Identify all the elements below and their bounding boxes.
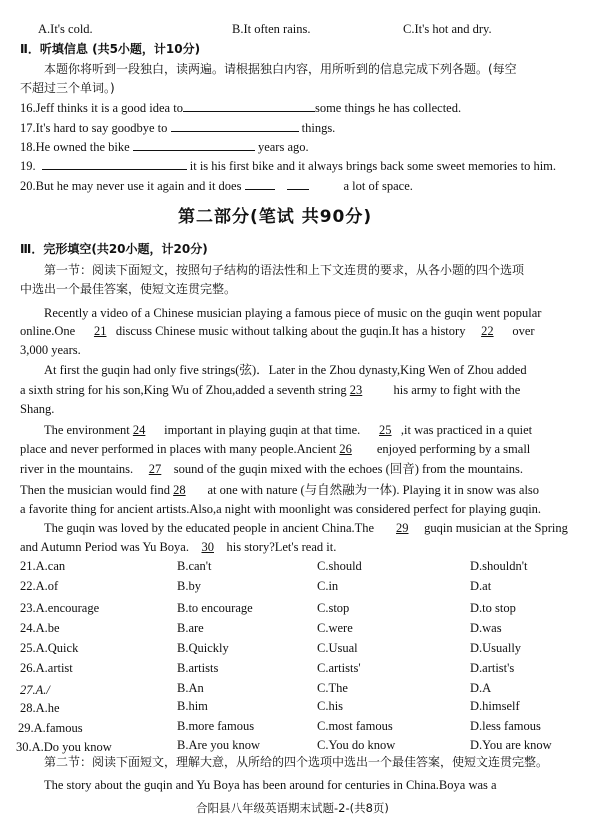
- blank-25[interactable]: 25: [379, 423, 392, 437]
- blank-30[interactable]: 30: [201, 540, 214, 554]
- part-2-title: 第二部分(笔试 共90分): [178, 207, 373, 227]
- answer-blank-20b[interactable]: [287, 178, 309, 190]
- choice-30a[interactable]: 30.A.Do you know: [16, 740, 112, 754]
- passage-p1-line1: Recently a video of a Chinese musician playing a famous piece of music on the guqin went popular: [44, 306, 542, 320]
- choice-28d[interactable]: D.himself: [470, 699, 520, 713]
- blank-21[interactable]: 21: [93, 324, 107, 338]
- choice-30b[interactable]: B.Are you know: [177, 738, 260, 752]
- choice-25a[interactable]: 25.A.Quick: [20, 641, 79, 655]
- choice-21c[interactable]: C.should: [317, 559, 362, 573]
- q15-option-c: C.It's hot and dry.: [403, 22, 492, 36]
- answer-blank-17[interactable]: [171, 120, 299, 132]
- passage-p3-line7: and Autumn Period was Yu Boya. 30 his story?Let's read it.: [20, 540, 337, 554]
- choice-24b[interactable]: B.are: [177, 621, 204, 635]
- blank-22[interactable]: 22: [481, 324, 494, 338]
- choice-28c[interactable]: C.his: [317, 699, 344, 713]
- choice-30c[interactable]: C.You do know: [317, 738, 396, 752]
- answer-blank-16[interactable]: [183, 100, 315, 112]
- question-17: 17.It's hard to say goodbye to things.: [20, 121, 336, 135]
- choice-27a[interactable]: 27.A./: [20, 683, 50, 697]
- passage-p3-line2: place and never performed in places with many people.Ancient 26 enjoyed performing by a small: [20, 442, 531, 456]
- choice-29d[interactable]: D.less famous: [470, 719, 541, 733]
- passage-p3-line1: The environment 24 important in playing guqin at that time. 25 ,it was practiced in a quiet: [44, 423, 533, 437]
- choice-27b[interactable]: B.An: [177, 681, 204, 695]
- choice-22a[interactable]: 22.A.of: [20, 579, 59, 593]
- choice-21b[interactable]: B.can't: [177, 559, 212, 573]
- choice-27c[interactable]: C.The: [317, 681, 348, 695]
- page-footer: 合阳县八年级英语期末试题-2-(共8页): [196, 801, 389, 815]
- choice-26b[interactable]: B.artists: [177, 661, 219, 675]
- question-16: 16.Jeff thinks it is a good idea to some things he has collected.: [20, 101, 462, 115]
- answer-blank-20a[interactable]: [245, 178, 275, 190]
- choice-21a[interactable]: 21.A.can: [20, 559, 66, 573]
- blank-29[interactable]: 29: [395, 521, 409, 535]
- passage-p2-line2: a sixth string for his son,King Wu of Zhou,added a seventh string 23 his army to fight with the: [20, 383, 521, 397]
- passage-p3-line5: a favorite thing for ancient artists.Also,a night with moonlight was considered perfect for playing guqin.: [20, 502, 542, 516]
- choice-27d[interactable]: D.A: [470, 681, 492, 695]
- question-18: 18.He owned the bike years ago.: [20, 140, 309, 154]
- passage-p3-line3: river in the mountains. 27 sound of the guqin mixed with the echoes (回音) from the mountains.: [20, 462, 524, 476]
- passage-p1-line2: online.One 21 discuss Chinese music without talking about the guqin.It has a history 22 over: [20, 324, 535, 338]
- choice-24c[interactable]: C.were: [317, 621, 353, 635]
- choice-22b[interactable]: B.by: [177, 579, 201, 593]
- passage-p1-line3: 3,000 years.: [20, 343, 81, 357]
- blank-24[interactable]: 24: [132, 423, 146, 437]
- question-20: 20.But he may never use it again and it does a lot of space.: [20, 179, 413, 193]
- choice-29c[interactable]: C.most famous: [317, 719, 393, 733]
- choice-24a[interactable]: 24.A.be: [20, 621, 60, 635]
- choice-23c[interactable]: C.stop: [317, 601, 350, 615]
- section-2-instruction-cont: 不超过三个单词。): [20, 81, 115, 95]
- answer-blank-19[interactable]: [42, 158, 187, 170]
- passage-2-first-line: The story about the guqin and Yu Boya has been around for centuries in China.Boya was a: [44, 778, 497, 792]
- choice-23d[interactable]: D.to stop: [470, 601, 516, 615]
- section-3-subsection-1: 第一节：阅读下面短文，按照句子结构的语法性和上下文连贯的要求，从各小题的四个选项: [44, 263, 525, 277]
- section-3-subsection-2: 第二节：阅读下面短文，理解大意，从所给的四个选项中选出一个最佳答案，使短文连贯完整。: [44, 755, 549, 769]
- answer-blank-18[interactable]: [133, 139, 255, 151]
- blank-26[interactable]: 26: [339, 442, 352, 456]
- choice-23a[interactable]: 23.A.encourage: [20, 601, 100, 615]
- choice-25c[interactable]: C.Usual: [317, 641, 358, 655]
- section-3-heading: Ⅲ．完形填空(共20小题，计20分): [20, 242, 208, 256]
- choice-30d[interactable]: D.You are know: [470, 738, 552, 752]
- blank-28[interactable]: 28: [173, 483, 186, 497]
- choice-22c[interactable]: C.in: [317, 579, 339, 593]
- section-2-heading: Ⅱ．听填信息 (共5小题，计10分): [20, 42, 201, 56]
- choice-26c[interactable]: C.artists': [317, 661, 361, 675]
- blank-23[interactable]: 23: [349, 383, 363, 397]
- choice-24d[interactable]: D.was: [470, 621, 502, 635]
- q15-option-b: B.It often rains.: [232, 22, 311, 36]
- choice-21d[interactable]: D.shouldn't: [470, 559, 528, 573]
- choice-22d[interactable]: D.at: [470, 579, 492, 593]
- choice-28b[interactable]: B.him: [177, 699, 208, 713]
- choice-26a[interactable]: 26.A.artist: [20, 661, 73, 675]
- blank-27[interactable]: 27: [148, 462, 162, 476]
- choice-23b[interactable]: B.to encourage: [177, 601, 253, 615]
- choice-25b[interactable]: B.Quickly: [177, 641, 229, 655]
- passage-p3-line4: Then the musician would find 28 at one with nature (与自然融为一体). Playing it in snow was also: [20, 483, 540, 497]
- passage-p3-line6: The guqin was loved by the educated people in ancient China.The 29 guqin musician at the Spring: [44, 521, 568, 535]
- choice-26d[interactable]: D.artist's: [470, 661, 515, 675]
- q15-option-a: A.It's cold.: [38, 22, 93, 36]
- question-19: 19. it is his first bike and it always brings back some sweet memories to him.: [20, 159, 557, 173]
- choice-29b[interactable]: B.more famous: [177, 719, 255, 733]
- section-3-subsection-1-cont: 中选出一个最佳答案，使短文连贯完整。: [20, 282, 237, 296]
- choice-25d[interactable]: D.Usually: [470, 641, 522, 655]
- choice-29a[interactable]: 29.A.famous: [18, 721, 83, 735]
- section-2-instruction: 本题你将听到一段独白，读两遍。请根据独白内容，用所听到的信息完成下列各题。(每空: [44, 62, 517, 76]
- choice-28a[interactable]: 28.A.he: [20, 701, 60, 715]
- passage-p2-line1: At first the guqin had only five strings(弦)．Later in the Zhou dynasty,King Wen of Zhou added: [44, 363, 527, 377]
- passage-p2-line3: Shang.: [20, 402, 55, 416]
